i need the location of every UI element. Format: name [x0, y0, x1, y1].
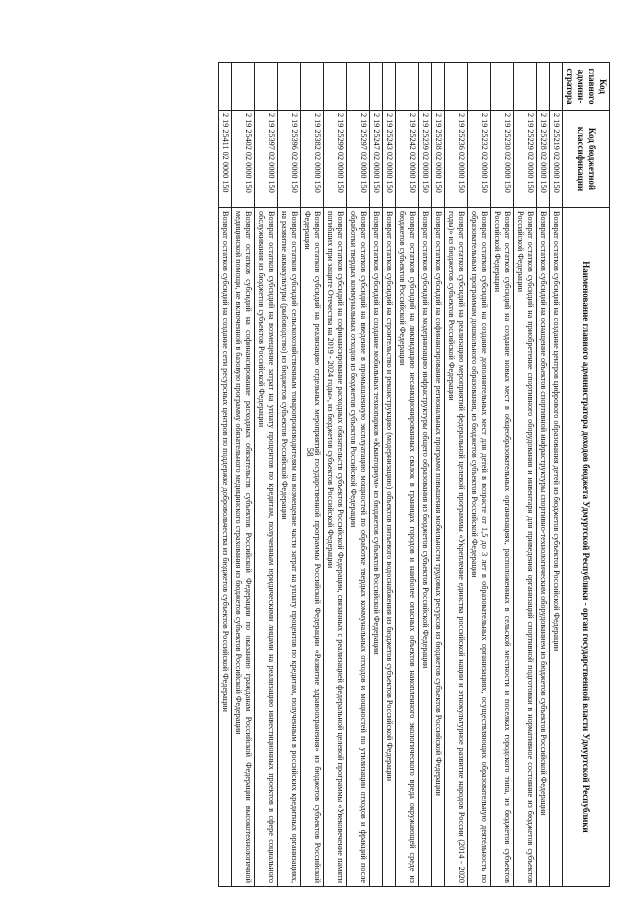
description-cell: Возврат остатков субсидий на ликвидацию несанкционированных свалок в границах городов и наиболее опасных объектов накопленного экологического вреда окружающей среде из бюджетов субъектов Российской Федерации — [396, 208, 419, 887]
admin-code-cell — [432, 63, 445, 111]
budget-code-cell: 2 19 25236 02 0000 150 — [445, 111, 468, 208]
admin-code-cell — [301, 63, 324, 111]
admin-code-cell — [232, 63, 255, 111]
description-cell: Возврат остатков субсидий на введение в промышленную эксплуатацию мощностей по обработке твердых коммунальных отходов и мощностей по утилизации отходов и фракций после обработки твердых коммунальных отходов из бюджетов субъектов Российской Федерации — [347, 208, 370, 887]
table-row — [537, 63, 550, 887]
table-row — [232, 63, 255, 887]
description-cell: Возврат остатков субсидий на создание центров цифрового образования детей из бюджетов субъектов Российской Федерации — [550, 208, 563, 887]
table-header-row — [563, 63, 610, 887]
description-cell: Возврат остатков субсидий на создание новых мест в общеобразовательных организациях, расположенных в сельской местности и поселках городского типа, из бюджетов субъектов Российской Федерации — [491, 208, 514, 887]
budget-code-cell: 2 19 25219 02 0000 150 — [550, 111, 563, 208]
budget-code-cell: 2 19 25242 02 0000 150 — [396, 111, 419, 208]
description-cell: Возврат остатков субсидий на софинансирование расходных обязательств субъектов Российской Федерации, связанных с реализацией федеральной целевой программы «Увековечение памяти погибших при защите Отечества на 2019 - 2024 годы», из бюджетов субъектов Российской Федерации — [324, 208, 347, 887]
table-row — [432, 63, 445, 887]
description-cell: Возврат остатков субсидий на создание мобильных технопарков «Кванториум» из бюджетов субъектов Российской Федерации — [370, 208, 383, 887]
admin-code-cell — [383, 63, 396, 111]
admin-code-cell — [347, 63, 370, 111]
table-row — [383, 63, 396, 887]
budget-code-cell: 2 19 25238 02 0000 150 — [432, 111, 445, 208]
budget-code-cell: 2 19 25411 02 0000 150 — [219, 111, 232, 208]
description-cell: Возврат остатков субсидий на софинансирование расходных обязательств субъектов Российской Федерации по оказанию гражданам Российской Федерации высокотехнологичной медицинской помощи, не включенной в базовую программу обязательного медицинского страхования из бюджетов субъектов Российской Федерации — [232, 208, 255, 887]
rotated-table-wrapper — [50, 62, 610, 887]
budget-code-cell: 2 19 25382 02 0000 150 — [301, 111, 324, 208]
table-row — [445, 63, 468, 887]
table-row — [255, 63, 278, 887]
description-cell: Возврат остатков субсидий на оснащение объектов спортивной инфраструктуры спортивно-технологическим оборудованием из бюджетов субъектов Российской Федерации — [537, 208, 550, 887]
admin-code-cell — [550, 63, 563, 111]
table-row — [550, 63, 563, 887]
budget-code-cell: 2 19 25243 02 0000 150 — [383, 111, 396, 208]
budget-code-cell: 2 19 25229 02 0000 150 — [514, 111, 537, 208]
description-cell: Возврат остатков субсидий на возмещение затрат на уплату процентов по кредитам, полученным юридическими лицами на реализацию инвестиционных проектов в сфере социального обслуживания из бюджетов субъектов Российской Федерации — [255, 208, 278, 887]
admin-code-cell — [370, 63, 383, 111]
description-cell: Возврат остатков субсидий на создание дополнительных мест для детей в возрасте от 1,5 до 3 лет в образовательных организациях, осуществляющих образовательную деятельность по образовательным программам дошкольного образования, из бюджетов субъектов Российской Федерации — [468, 208, 491, 887]
budget-code-cell: 2 19 25239 02 0000 150 — [419, 111, 432, 208]
table-row — [396, 63, 419, 887]
table-row — [370, 63, 383, 887]
header-admin-name: Наименование главного администратора доходов бюджета Удмуртской Республики - орган государственной власти Удмуртской Республики — [563, 208, 610, 887]
table-row — [514, 63, 537, 887]
page-number: 58 — [305, 447, 315, 457]
table-row — [219, 63, 232, 887]
admin-code-cell — [419, 63, 432, 111]
description-cell: Возврат остатков субсидий на реализацию отдельных мероприятий государственной программы Российской Федерации «Развитие здравоохранения» из бюджетов субъектов Российской Федерации — [301, 208, 324, 887]
description-cell: Возврат остатков субсидий на приобретение спортивного оборудования и инвентаря для приведения организаций спортивной подготовки в нормативное состояние из бюджетов субъектов Российской Федерации — [514, 208, 537, 887]
description-cell: Возврат остатков субсидий на создание сети ресурсных центров по поддержке добровольчества из бюджетов субъектов Российской Федерации — [219, 208, 232, 887]
admin-code-cell — [324, 63, 347, 111]
table-row — [324, 63, 347, 887]
admin-code-cell — [219, 63, 232, 111]
revenue-classification-table — [218, 62, 610, 887]
description-cell: Возврат остатков субсидий на строительство и реконструкцию (модернизацию) объектов питьевого водоснабжения из бюджетов субъектов Российской Федерации — [383, 208, 396, 887]
budget-code-cell: 2 19 25230 02 0000 150 — [491, 111, 514, 208]
table-row — [301, 63, 324, 887]
budget-code-cell: 2 19 25247 02 0000 150 — [370, 111, 383, 208]
description-cell: Возврат остатков субсидий на модернизацию инфраструктуры общего образования из бюджетов субъектов Российской Федерации — [419, 208, 432, 887]
budget-code-cell: 2 19 25299 02 0000 150 — [324, 111, 347, 208]
admin-code-cell — [468, 63, 491, 111]
admin-code-cell — [255, 63, 278, 111]
budget-code-cell: 2 19 25397 02 0000 150 — [255, 111, 278, 208]
budget-code-cell: 2 19 25297 02 0000 150 — [347, 111, 370, 208]
table-row — [278, 63, 301, 887]
admin-code-cell — [445, 63, 468, 111]
admin-code-cell — [396, 63, 419, 111]
description-cell: Возврат остатков субсидий сельскохозяйственным товаропроизводителям на возмещение части затрат на уплату процентов по кредитам, полученным в российских кредитных организациях, на развитие аквакультуры (рыбоводство) из бюджетов субъектов Российской Федерации — [278, 208, 301, 887]
budget-code-cell: 2 19 25396 02 0000 150 — [278, 111, 301, 208]
admin-code-cell — [491, 63, 514, 111]
table-row — [468, 63, 491, 887]
description-cell: Возврат остатков субсидий на реализацию мероприятий федеральной целевой программы «Укрепление единства российской нации и этнокультурное развитие народов России (2014 - 2020 годы)» из бюджетов субъектов Российской Федерации — [445, 208, 468, 887]
budget-code-cell: 2 19 25232 02 0000 150 — [468, 111, 491, 208]
admin-code-cell — [537, 63, 550, 111]
header-admin-code: Код главного админи-стратора — [563, 63, 610, 111]
admin-code-cell — [278, 63, 301, 111]
budget-code-cell: 2 19 25402 02 0000 150 — [232, 111, 255, 208]
description-cell: Возврат остатков субсидий на софинансирование региональных программ повышения мобильности трудовых ресурсов из бюджетов субъектов Российской Федерации — [432, 208, 445, 887]
budget-code-cell: 2 19 25228 02 0000 150 — [537, 111, 550, 208]
header-budget-code: Код бюджетной классификации — [563, 111, 610, 208]
admin-code-cell — [514, 63, 537, 111]
table-row — [419, 63, 432, 887]
table-row — [491, 63, 514, 887]
table-row — [347, 63, 370, 887]
